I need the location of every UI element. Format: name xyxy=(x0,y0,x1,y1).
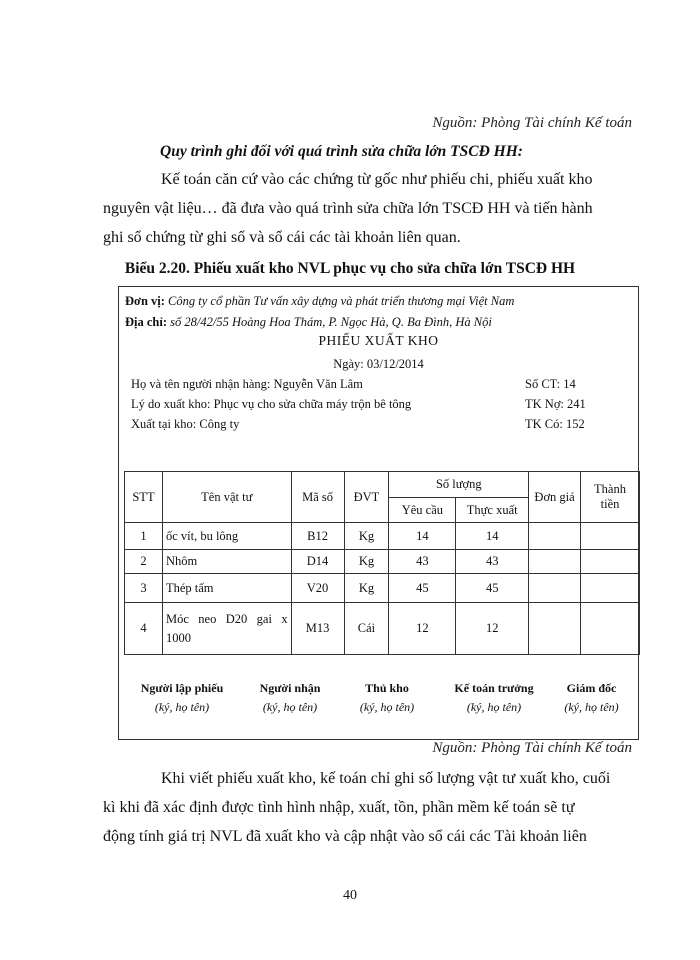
cell-unit-price xyxy=(529,603,581,655)
table-row xyxy=(125,550,640,574)
source-note-bottom: Nguồn: Phòng Tài chính Kế toán xyxy=(432,740,632,756)
header-requested: Yêu cầu xyxy=(389,498,456,523)
paragraph-1-line: nguyên vật liệu… đã đưa vào quá trình sửa chữa lớn TSCĐ HH và tiến hành xyxy=(103,200,593,217)
cell-requested: 14 xyxy=(389,523,456,550)
cell-stt: 2 xyxy=(125,550,163,574)
signature-note: (ký, họ tên) xyxy=(154,700,210,714)
form-title: PHIẾU XUẤT KHO xyxy=(318,333,439,348)
cell-unit: Kg xyxy=(344,523,389,550)
table-row xyxy=(125,574,640,603)
header-amount: Thành tiền xyxy=(581,472,640,523)
cell-unit-price xyxy=(529,523,581,550)
cell-requested: 12 xyxy=(389,603,456,655)
cell-stt: 4 xyxy=(125,603,163,655)
debit-account: TK Nợ: 241 xyxy=(525,397,586,411)
receiver-field: Họ và tên người nhận hàng: Nguyễn Văn Lâm xyxy=(131,377,363,391)
reason-field: Lý do xuất kho: Phục vụ cho sửa chữa máy trộn bê tông xyxy=(131,397,412,411)
warehouse-field: Xuất tại kho: Công ty xyxy=(131,417,240,431)
header-code: Mã số xyxy=(291,472,344,523)
header-unit-price: Đơn giá xyxy=(529,472,581,523)
cell-requested: 43 xyxy=(389,550,456,574)
signature-receiver xyxy=(240,681,340,715)
items-table xyxy=(124,471,640,655)
signature-note: (ký, họ tên) xyxy=(262,700,318,714)
header-item-name: Tên vật tư xyxy=(162,472,291,523)
address-label: Địa chỉ: xyxy=(125,315,168,329)
signature-title: Người lập phiếu xyxy=(140,681,224,695)
form-date: Ngày: 03/12/2014 xyxy=(333,357,424,371)
cell-amount xyxy=(581,550,640,574)
header-stt: STT xyxy=(125,472,163,523)
cell-item-name: Móc neo D20 gai x 1000 xyxy=(162,603,291,655)
paragraph-1-line: ghi sổ chứng từ ghi sổ và sổ cái các tài khoản liên quan. xyxy=(103,229,461,246)
cell-code: M13 xyxy=(291,603,344,655)
cell-unit-price xyxy=(529,574,581,603)
warehouse-release-form xyxy=(118,286,639,740)
cell-amount xyxy=(581,603,640,655)
paragraph-1 xyxy=(103,165,633,252)
cell-item-name: Thép tấm xyxy=(162,574,291,603)
paragraph-2-line: động tính giá trị NVL đã xuất kho và cập nhật vào sổ cái các Tài khoản liên xyxy=(103,828,587,845)
cell-item-name: ốc vít, bu lông xyxy=(162,523,291,550)
address-value: số 28/42/55 Hoàng Hoa Thám, P. Ngọc Hà, Q. Ba Đình, Hà Nội xyxy=(170,315,492,329)
signature-title: Người nhận xyxy=(259,681,321,695)
signature-note: (ký, họ tên) xyxy=(564,700,619,714)
cell-unit: Kg xyxy=(344,550,389,574)
paragraph-2-line: Khi viết phiếu xuất kho, kế toán chỉ ghi số lượng vật tư xuất kho, cuối xyxy=(161,770,611,787)
signature-director xyxy=(549,681,634,715)
cell-amount xyxy=(581,523,640,550)
table-row xyxy=(125,523,640,550)
credit-account: TK Có: 152 xyxy=(525,417,585,431)
signature-title: Kế toán trưởng xyxy=(454,681,534,695)
source-note-top: Nguồn: Phòng Tài chính Kế toán xyxy=(432,115,632,131)
document-number: Số CT: 14 xyxy=(525,377,576,391)
cell-code: V20 xyxy=(291,574,344,603)
signature-chief-accountant xyxy=(434,681,554,715)
cell-stt: 3 xyxy=(125,574,163,603)
process-heading: Quy trình ghi đối với quá trình sửa chữa lớn TSCĐ HH: xyxy=(160,143,523,160)
table-header-row xyxy=(125,472,640,498)
address-row xyxy=(125,315,492,330)
signature-note: (ký, họ tên) xyxy=(466,700,522,714)
paragraph-1-line: Kế toán căn cứ vào các chứng từ gốc như phiếu chi, phiếu xuất kho xyxy=(161,171,593,188)
unit-label: Đơn vị: xyxy=(125,294,165,308)
unit-row xyxy=(125,294,514,309)
cell-requested: 45 xyxy=(389,574,456,603)
cell-item-name: Nhôm xyxy=(162,550,291,574)
paragraph-2-line: kì khi đã xác định được tình hình nhập, xuất, tồn, phần mềm kế toán sẽ tự xyxy=(103,799,575,816)
cell-amount xyxy=(581,574,640,603)
cell-actual: 43 xyxy=(456,550,529,574)
figure-caption: Biểu 2.20. Phiếu xuất kho NVL phục vụ cho sửa chữa lớn TSCĐ HH xyxy=(124,260,576,277)
cell-unit: Cái xyxy=(344,603,389,655)
header-unit: ĐVT xyxy=(344,472,389,523)
cell-unit: Kg xyxy=(344,574,389,603)
signature-storekeeper xyxy=(337,681,437,715)
signature-note: (ký, họ tên) xyxy=(359,700,415,714)
page-number: 40 xyxy=(343,888,357,903)
unit-value: Công ty cổ phần Tư vấn xây dựng và phát triển thương mại Việt Nam xyxy=(168,294,515,308)
cell-actual: 45 xyxy=(456,574,529,603)
header-quantity: Số lượng xyxy=(389,472,529,498)
paragraph-2 xyxy=(103,764,633,851)
cell-stt: 1 xyxy=(125,523,163,550)
cell-code: D14 xyxy=(291,550,344,574)
cell-code: B12 xyxy=(291,523,344,550)
table-row xyxy=(125,603,640,655)
signature-preparer xyxy=(132,681,232,715)
signature-title: Thủ kho xyxy=(365,681,409,695)
header-actual: Thực xuất xyxy=(456,498,529,523)
cell-actual: 14 xyxy=(456,523,529,550)
cell-actual: 12 xyxy=(456,603,529,655)
signature-title: Giám đốc xyxy=(566,681,617,695)
cell-unit-price xyxy=(529,550,581,574)
